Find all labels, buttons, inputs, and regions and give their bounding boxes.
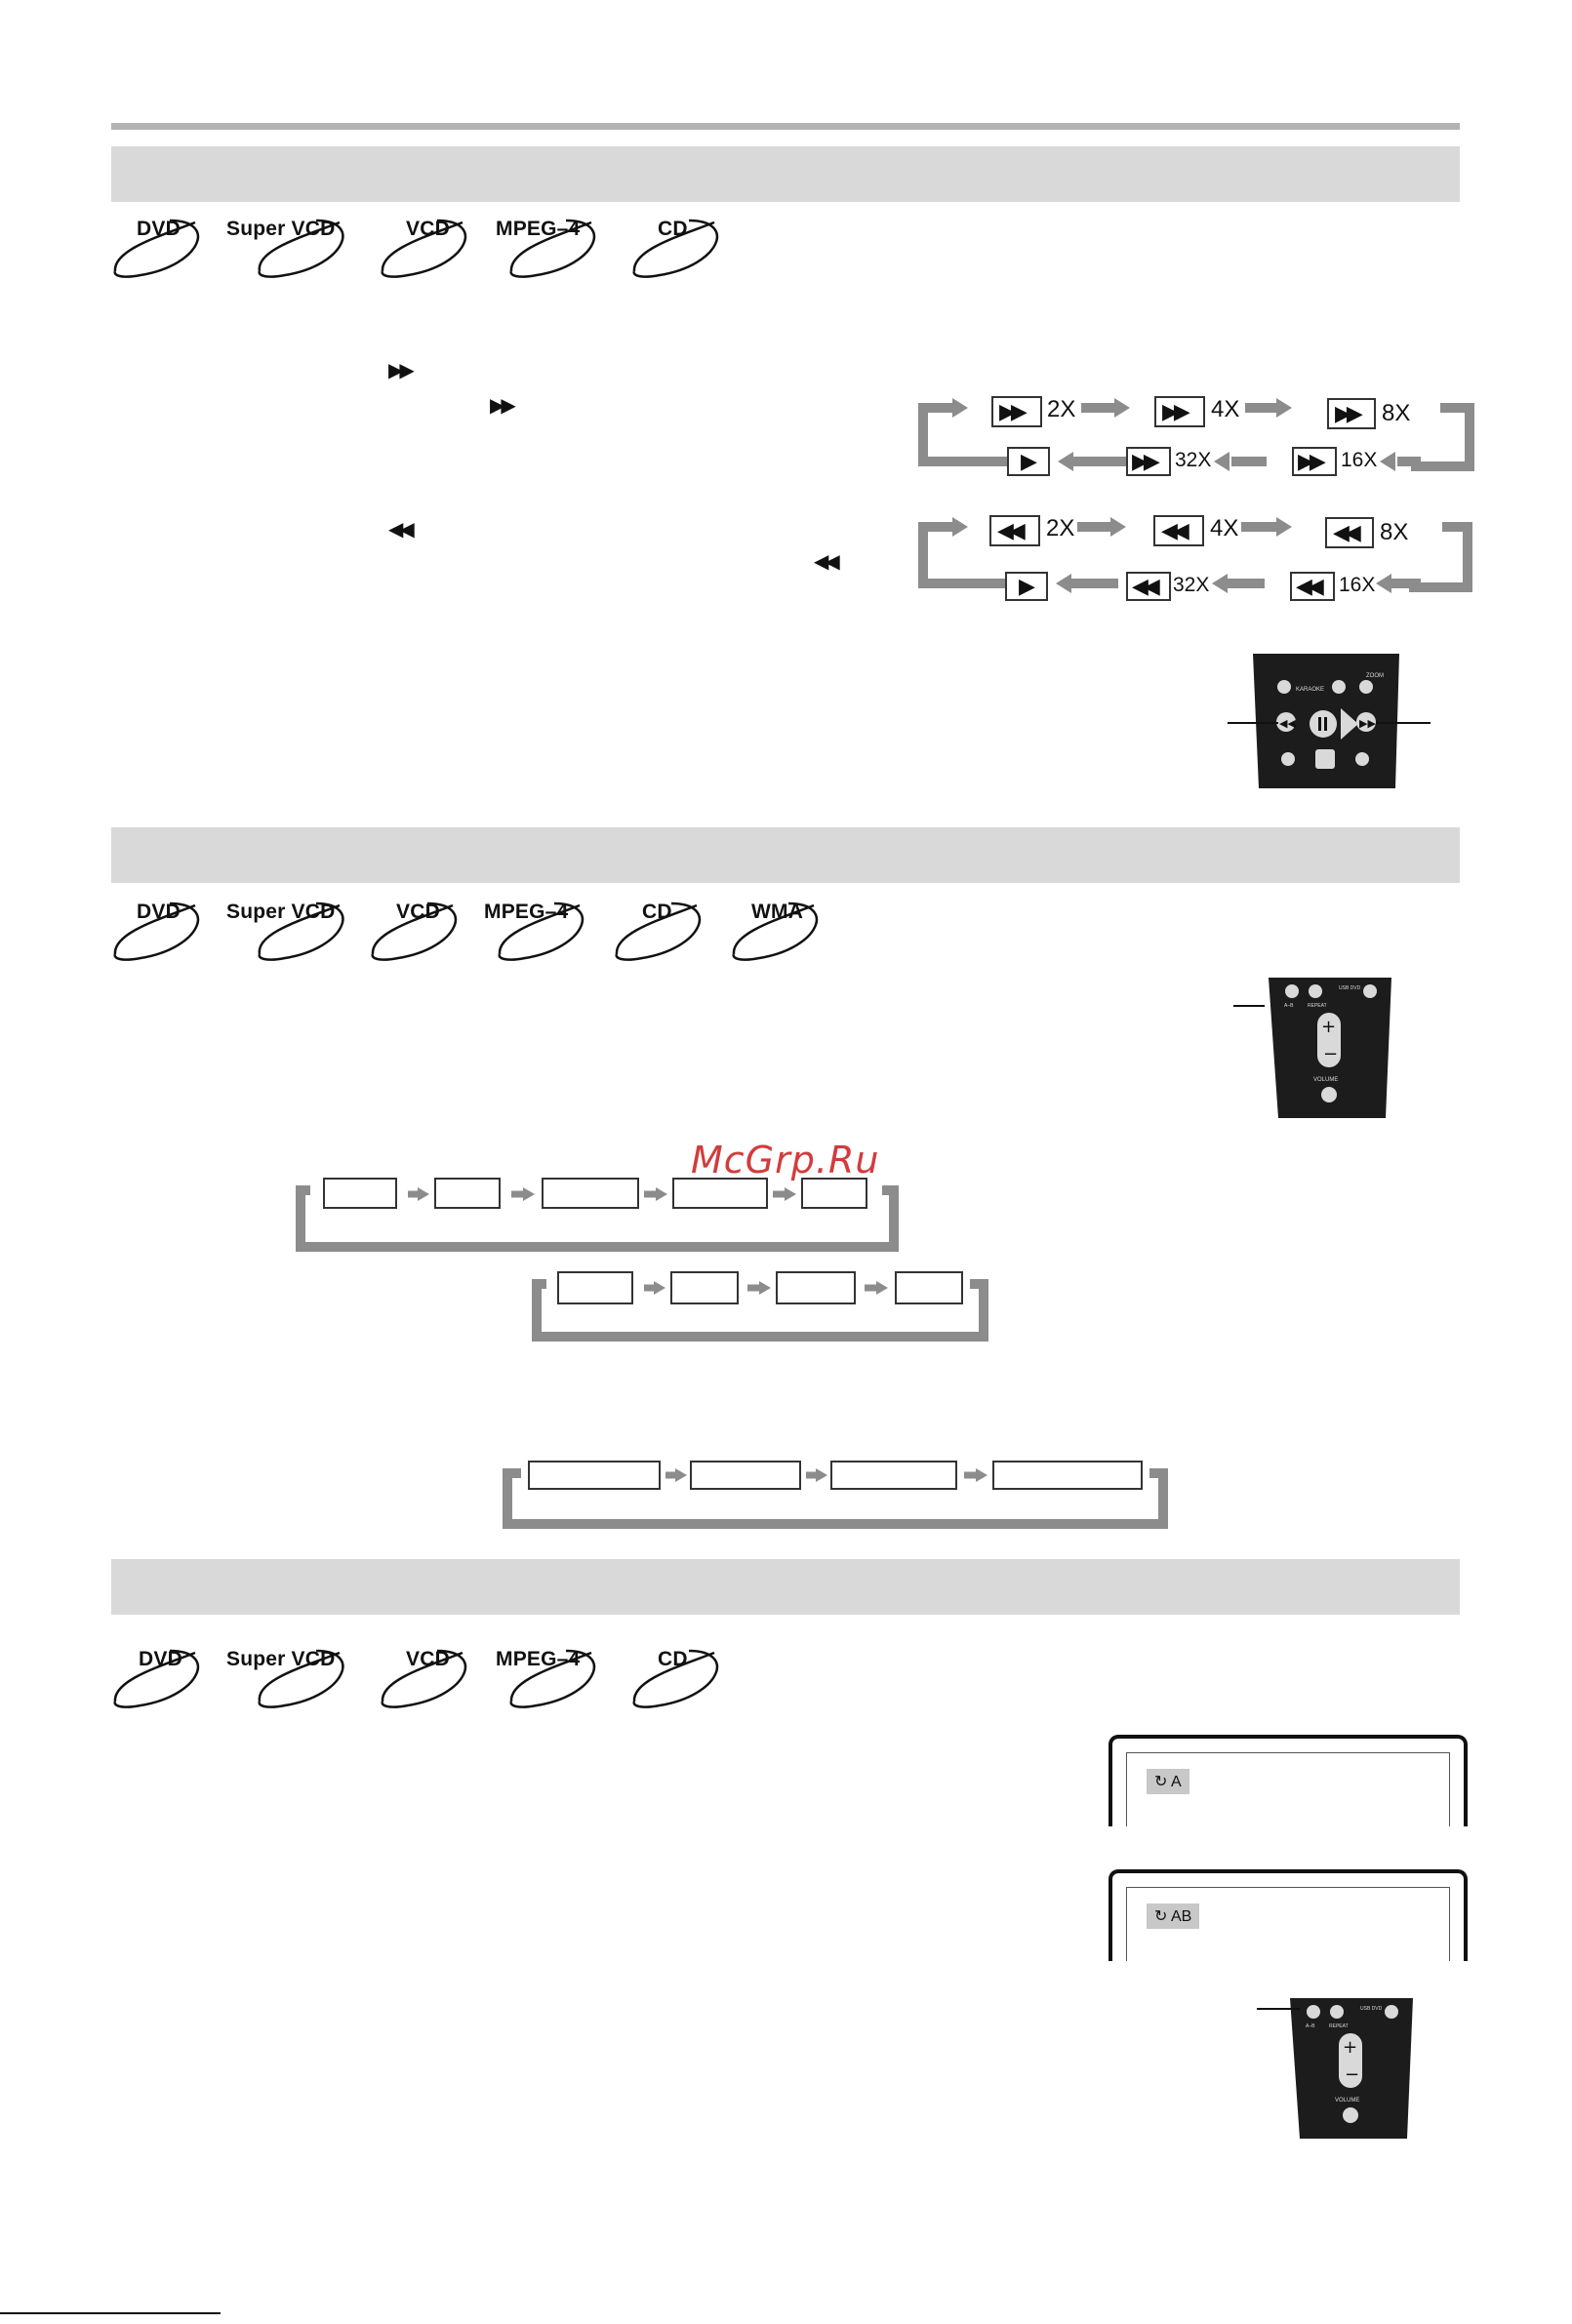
section-header-repeat [111,827,1460,883]
repeat-sequence-dvd [295,1175,906,1253]
osd-screen-a [1108,1735,1468,1826]
remote-transport-illustration [1226,652,1438,790]
volume-label: VOLUME [1335,2098,1360,2104]
disc-mpeg4: MPEG–4 [496,217,613,285]
disc-dvd: DVD [111,900,209,968]
volume-label: VOLUME [1313,1077,1339,1083]
disc-cd: CD [630,1647,728,1715]
svg-text:+: + [1343,2037,1358,2058]
pointer-line [1228,722,1278,724]
usb-dvd-label: USB DVD [1339,985,1361,991]
repeat-icon: ↻ [1154,1774,1168,1790]
footer-rule [0,2312,221,2314]
fast-reverse-icon: ◀◀ [1153,515,1204,546]
disc-vcd: VCD [379,1647,476,1715]
osd-repeat-ab-indicator: ↻ AB [1147,1903,1199,1929]
repeat-icon: ↻ [1154,1908,1168,1925]
zoom-label: ZOOM [1366,673,1384,679]
disc-super-vcd: Super VCD [226,900,363,968]
disc-vcd: VCD [379,217,476,285]
disc-super-vcd: Super VCD [226,217,363,285]
fast-forward-icon: ▶▶ [1292,447,1337,476]
pointer-line [1233,1005,1265,1007]
osd-repeat-a-indicator: ↻ A [1147,1769,1189,1794]
disc-wma: WMA [730,900,827,968]
top-rule [111,123,1460,130]
karaoke-label: KARAOKE [1296,687,1325,693]
disc-vcd: VCD [369,900,466,968]
fast-forward-icon: ▶▶ [1126,447,1171,476]
disc-mpeg4: MPEG–4 [496,1647,613,1715]
play-icon: ▶ [1007,447,1050,476]
svg-text:−: − [1345,2064,1360,2085]
fast-reverse-icon: ◀◀ [814,551,836,573]
usb-dvd-label: USB DVD [1360,2006,1383,2012]
repeat-sequence-vcd [529,1268,997,1344]
fast-reverse-icon: ◀◀ [1325,517,1374,548]
repeat-sequence-mpeg4 [498,1458,1177,1532]
section-header-fast-forward-reverse [111,146,1460,202]
disc-dvd: DVD [111,1647,209,1715]
fast-forward-icon: ▶▶ [490,395,512,417]
fast-reverse-icon: ◀◀ [989,515,1040,546]
fast-reverse-icon: ◀◀ [1126,572,1171,601]
svg-text:◀◀: ◀◀ [1279,717,1296,730]
fast-forward-icon: ▶▶ [388,360,411,381]
ab-label: A–B [1284,1003,1294,1009]
svg-text:+: + [1321,1017,1337,1037]
remote-ab-illustration [1286,1996,1417,2141]
disc-cd: CD [613,900,710,968]
fast-forward-icon: ▶▶ [1327,398,1376,429]
watermark: McGrp.Ru [691,1139,880,1182]
pointer-line [1257,2008,1300,2010]
svg-text:▶▶: ▶▶ [1359,717,1376,730]
repeat-label: REPEAT [1329,2023,1349,2029]
osd-screen-ab [1108,1869,1468,1961]
disc-mpeg4: MPEG–4 [484,900,601,968]
fast-reverse-icon: ◀◀ [1290,572,1335,601]
disc-dvd: DVD [111,217,209,285]
repeat-label: REPEAT [1308,1003,1327,1009]
disc-super-vcd: Super VCD [226,1647,363,1715]
fast-forward-icon: ▶▶ [991,396,1042,427]
disc-cd: CD [630,217,728,285]
section-header-ab-repeat [111,1559,1460,1615]
fast-forward-icon: ▶▶ [1154,396,1205,427]
play-icon: ▶ [1005,572,1048,601]
fast-reverse-icon: ◀◀ [388,519,411,541]
ab-label: A–B [1306,2023,1315,2029]
remote-repeat-illustration [1265,976,1395,1120]
svg-text:−: − [1323,1044,1339,1064]
pointer-line [1376,722,1431,724]
